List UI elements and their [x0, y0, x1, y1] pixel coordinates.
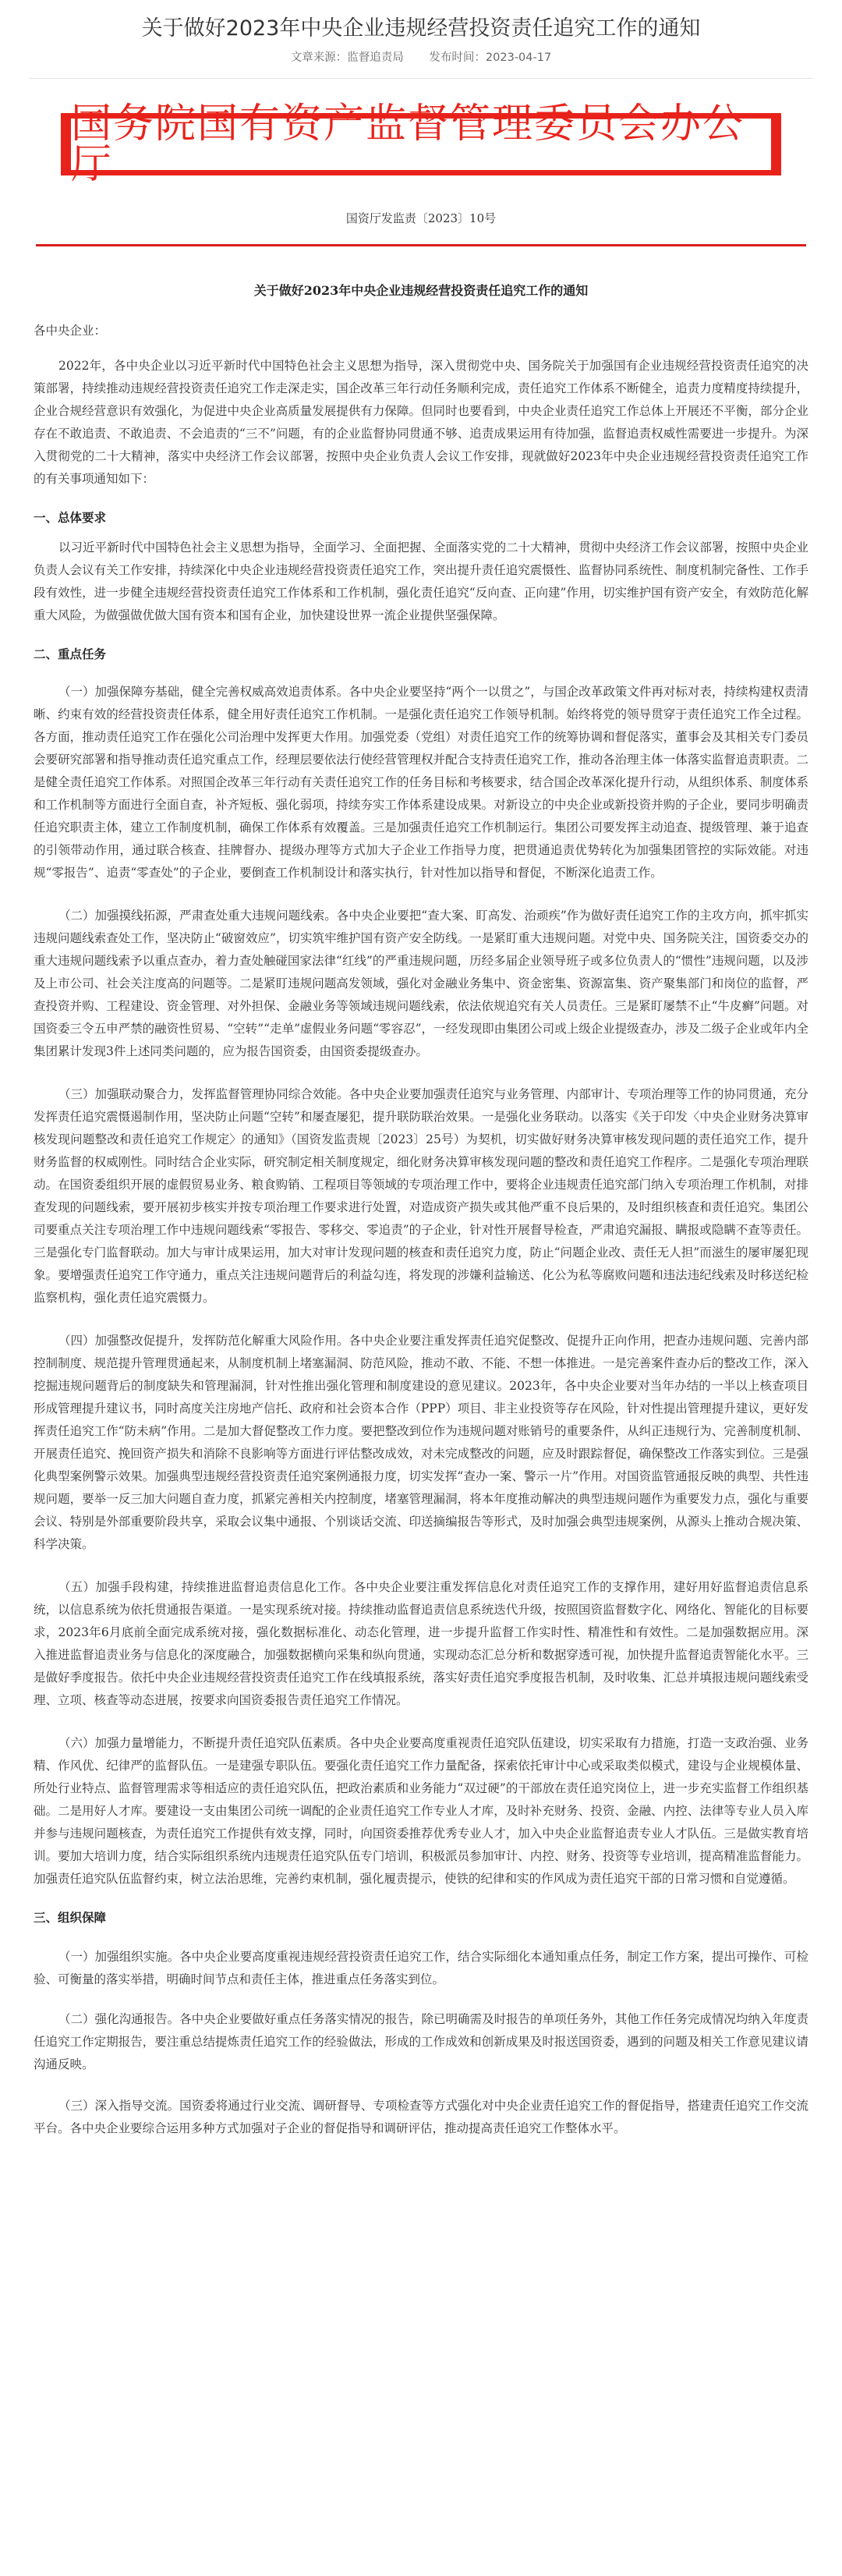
section-2-item-2: （二）加强摸线拓源，严肃查处重大违规问题线索。各中央企业要把“查大案、盯高发、治顽疾”作为做好责任追究工作的主攻方向，抓牢抓实违规问题线索查处工作，坚决防止“破窗效应”，切实筑牢维护国有资产安全防线。一是紧盯重大违规问题。对党中央、国务院关注，国资委交办的重大违规问题线索予以重点查办，着力查处触碰国家法律“红线”的严重违规问题，历经多届企业领导班子或多位负责人的“惯性”违规问题，以及涉及上市公司、社会关注度高的问题等。二是紧盯违规问题高发领域，强化对金融业务集中、资金密集、资源富集、资产聚集部门和岗位的监督，严查投资并购、工程建设、资金管理、对外担保、金融业务等领域违规问题线索，依法依规追究有关人员责任。三是紧盯屡禁不止“牛皮癣”问题。对国资委三令五申严禁的融资性贸易、“空转”“走单”虚假业务问题“零容忍”，一经发现即由集团公司或上级企业提级查办，涉及二级子企业或年内全集团累计发现3件上述同类问题的，应为报告国资委，由国资委提级查办。 [34, 909, 808, 1058]
issuer-banner [61, 101, 781, 188]
section-3-item-2: （二）强化沟通报告。各中央企业要做好重点任务落实情况的报告，除已明确需及时报告的单项任务外，其他工作任务完成情况均纳入年度责任追究工作定期报告，要注重总结提炼责任追究工作的经验做法，形成的工作成效和创新成果及时报送国资委，遇到的问题及相关工作意见建议请沟通反映。 [34, 2012, 808, 2071]
article-meta [0, 48, 842, 70]
section-2-title: 二、重点任务 [34, 647, 107, 661]
section-3-item-1: （一）加强组织实施。各中央企业要高度重视违规经营投资责任追究工作，结合实际细化本通知重点任务，制定工作方案，提出可操作、可检验、可衡量的落实举措，明确时间节点和责任主体，推进重点任务落实到位。 [34, 1950, 808, 1986]
section-1-text: 以习近平新时代中国特色社会主义思想为指导，全面学习、全面把握、全面落实党的二十大精神，贯彻中央经济工作会议部署，按照中央企业负责人会议有关工作安排，持续深化中央企业违规经营投资责任追究工作，突出提升责任追究震慑性、监督协同系统性、制度机制完备性、工作手段有效性，进一步健全违规经营投资责任追究工作体系和工作机制，强化责任追究“反向查、正向建”作用，切实维护国有资产安全，有效防范化解重大风险，为做强做优做大国有资本和国有企业，加快建设世界一流企业提供坚强保障。 [34, 540, 808, 622]
red-separator [36, 244, 806, 246]
section-1-title: 一、总体要求 [34, 510, 107, 525]
issuer-name: 国务院国有资产监督管理委员会办公厅 [71, 101, 745, 188]
salutation: 各中央企业： [34, 324, 107, 338]
document-number: 国资厅发监责〔2023〕10号 [345, 211, 497, 225]
intro-paragraph: 2022年，各中央企业以习近平新时代中国特色社会主义思想为指导，深入贯彻党中央、国务院关于加强国有企业违规经营投资责任追究的决策部署，持续推动违规经营投资责任追究工作走深走实，国企改革三年行动任务顺利完成，责任追究工作体系不断健全，追责力度精度持续提升，企业合规经营意识有效强化，为促进中央企业高质量发展提供有力保障。但同时也要看到，中央企业责任追究工作总体上开展还不平衡，部分企业存在不敢追责、不敢追责、不会追责的“三不”问题，有的企业监督协同贯通不够、追责成果运用有待加强，监督追责权威性需要进一步提升。为深入贯彻党的二十大精神，落实中央经济工作会议部署，按照中央企业负责人会议工作安排，现就做好2023年中央企业违规经营投资责任追究工作的有关事项通知如下： [34, 359, 808, 486]
section-2-item-3: （三）加强联动聚合力，发挥监督管理协同综合效能。各中央企业要加强责任追究与业务管理、内部审计、专项治理等工作的协同贯通，充分发挥责任追究震慑遏制作用，坚决防止问题“空转”和屡查屡犯，提升联防联治效果。一是强化业务联动。以落实《关于印发〈中央企业财务决算审核发现问题整改和责任追究工作规定〉的通知》（国资发监责规〔2023〕25号）为契机，切实做好财务决算审核发现问题的责任追究工作，提升财务监督的权威刚性。同时结合企业实际，研究制定相关制度规定，细化财务决算审核发现问题的整改和责任追究工作程序。二是强化专项治理联动。在国资委组织开展的虚假贸易业务、粮食购销、工程项目等领域的专项治理工作中，要将企业违规责任追究部门纳入专项治理工作机制，对排查发现的问题线索，要开展初步核实并按专项治理工作要求进行处置，对造成资产损失或其他严重不良后果的，及时组织核查和责任追究。集团公司要重点关注专项治理工作中违规问题线索“零报告、零移交、零追责”的子企业，针对性开展督导检查，严肃追究漏报、瞒报或隐瞒不查等责任。三是强化专门监督联动。加大与审计成果运用，加大对审计发现问题的核查和责任追究力度，防止“问题企业改、责任无人担”而滋生的屡审屡犯现象。要增强责任追究工作守通力，重点关注违规问题背后的利益勾连，将发现的涉嫌利益输送、化公为私等腐败问题和违法违纪线索及时移送纪检监察机构，强化责任追究震慑力。 [34, 1087, 808, 1305]
section-2-item-4: （四）加强整改促提升，发挥防范化解重大风险作用。各中央企业要注重发挥责任追究促整改、促提升正向作用，把查办违规问题、完善内部控制制度、规范提升管理贯通起来，从制度机制上堵塞漏洞、防范风险，推动不敢、不能、不想一体推进。一是完善案件查办后的整改工作，深入挖掘违规问题背后的制度缺失和管理漏洞，针对性推出强化管理和制度建设的意见建议。2023年，各中央企业要对当年办结的一半以上核查项目形成管理提升建议书，同时高度关注房地产信托、政府和社会资本合作（PPP）项目、非主业投资等存在风险，针对性提出管理提升建议，更好发挥责任追究工作“防未病”作用。二是加大督促整改工作力度。要把整改到位作为违规问题对账销号的重要条件，从纠正违规行为、完善制度机制、开展责任追究、挽回资产损失和消除不良影响等方面进行评估整改成效，对未完成整改的问题，应及时跟踪督促，确保整改工作落实到位。三是强化典型案例警示效果。加强典型违规经营投资责任追究案例通报力度，切实发挥“查办一案、警示一片”作用。对国资监管通报反映的典型、共性违规问题，要举一反三加大问题自查力度，抓紧完善相关内控制度，堵塞管理漏洞，将本年度推动解决的典型违规问题作为重要发力点，强化与重要会议、特别是外部重要阶段共享，采取会议集中通报、个别谈话交流、印送摘编报告等形式，及时加强会典型违规案例，从源头上推动合规决策、科学决策。 [34, 1334, 808, 1551]
publish-time: 发布时间：2023-04-17 [429, 51, 552, 64]
section-3-item-3: （三）深入指导交流。国资委将通过行业交流、调研督导、专项检查等方式强化对中央企业责任追究工作的督促指导，搭建责任追究工作交流平台。各中央企业要综合运用多种方式加强对子企业的督促指导和调研评估，推动提高责任追究工作整体水平。 [34, 2099, 808, 2135]
section-3-title: 三、组织保障 [34, 1910, 107, 1925]
section-2-item-6: （六）加强力量增能力，不断提升责任追究队伍素质。各中央企业要高度重视责任追究队伍建设，切实采取有力措施，打造一支政治强、业务精、作风优、纪律严的监督队伍。一是建强专职队伍。要强化责任追究工作力量配备，探索依托审计中心或采取类似模式，建设与企业规模体量、所处行业特点、监督管理需求等相适应的责任追究队伍，把政治素质和业务能力“双过硬”的干部放在责任追究岗位上，进一步充实监督工作组织基础。二是用好人才库。要建设一支由集团公司统一调配的企业责任追究工作专业人才库，及时补充财务、投资、金融、内控、法律等专业人员入库并参与违规问题核查，为责任追究工作提供有效支撑，同时，向国资委推荐优秀专业人才，加入中央企业监督追责专业人才队伍。三是做实教育培训。要加大培训力度，结合实际组织系统内违规责任追究队伍专门培训，积极派员参加审计、内控、财务、投资等专业培训，提高精准监督能力。加强责任追究队伍监督约束，树立法治思维，完善约束机制，强化履责提示，使铁的纪律和实的作风成为责任追究干部的日常习惯和自觉遵循。 [34, 1736, 808, 1886]
issuer-banner-inner [71, 101, 771, 188]
page-title: 关于做好2023年中央企业违规经营投资责任追究工作的通知 [141, 16, 701, 41]
document-heading: 关于做好2023年中央企业违规经营投资责任追究工作的通知 [253, 283, 589, 298]
section-2-item-1: （一）加强保障夯基础，健全完善权威高效追责体系。各中央企业要坚持“两个一以贯之”，与国企改革政策文件再对标对表，持续构建权责清晰、约束有效的经营投资责任体系，健全用好责任追究工作机制。一是强化责任追究工作领导机制。始终将党的领导贯穿于责任追究工作全过程。各方面，推动责任追究工作在强化公司治理中发挥更大作用。加强党委（党组）对责任追究工作的统筹协调和督促落实，董事会及其相关专门委员会要研究部署和指导推动责任追究重点工作，经理层要依法行使经营管理权并配合支持责任追究工作，推动各治理主体一体落实监督追责职责。二是健全责任追究工作体系。对照国企改革三年行动有关责任追究工作的任务目标和考核要求，结合国企改革深化提升行动，从组织体系、制度体系和工作机制等方面进行全面自查，补齐短板、强化弱项，持续夯实工作体系建设成果。对新设立的中央企业或新投资并购的子企业，要同步明确责任追究职责主体，建立工作制度机制，确保工作体系有效覆盖。三是加强责任追究工作机制运行。集团公司要发挥主动追查、提级管理、兼于追查的引领带动作用，通过联合核查、挂牌督办、提级办理等方式加大子企业工作指导力度，把贯通追责优势转化为加强集团管控的实际效能。对违规“零报告”、追责“零查处”的子企业，要倒查工作机制设计和落实执行，针对性加以指导和督促，不断深化追责工作。 [34, 685, 808, 880]
meta-divider [30, 78, 812, 79]
article-source: 文章来源：监督追责局 [290, 51, 404, 64]
section-2-item-5: （五）加强手段构建，持续推进监督追责信息化工作。各中央企业要注重发挥信息化对责任追究工作的支撑作用，建好用好监督追责信息系统，以信息系统为依托贯通报告渠道。一是实现系统对接。持续推动监督追责信息系统迭代升级，按照国资监督数字化、网络化、智能化的目标要求，2023年6月底前全面完成系统对接，强化数据标准化、动态化管理，进一步提升监督工作实时性、精准性和有效性。二是加强数据应用。深入推进监督追责业务与信息化的深度融合，加强数据横向采集和纵向贯通，实现动态汇总分析和数据穿透可视，加快提升监督追责智能化水平。三是做好季度报告。依托中央企业违规经营投资责任追究工作在线填报系统，落实好责任追究季度报告机制，及时收集、汇总并填报违规问题线索受理、立项、核查等动态进展，按要求向国资委报告责任追究工作情况。 [34, 1580, 808, 1707]
document-body [0, 320, 842, 2140]
